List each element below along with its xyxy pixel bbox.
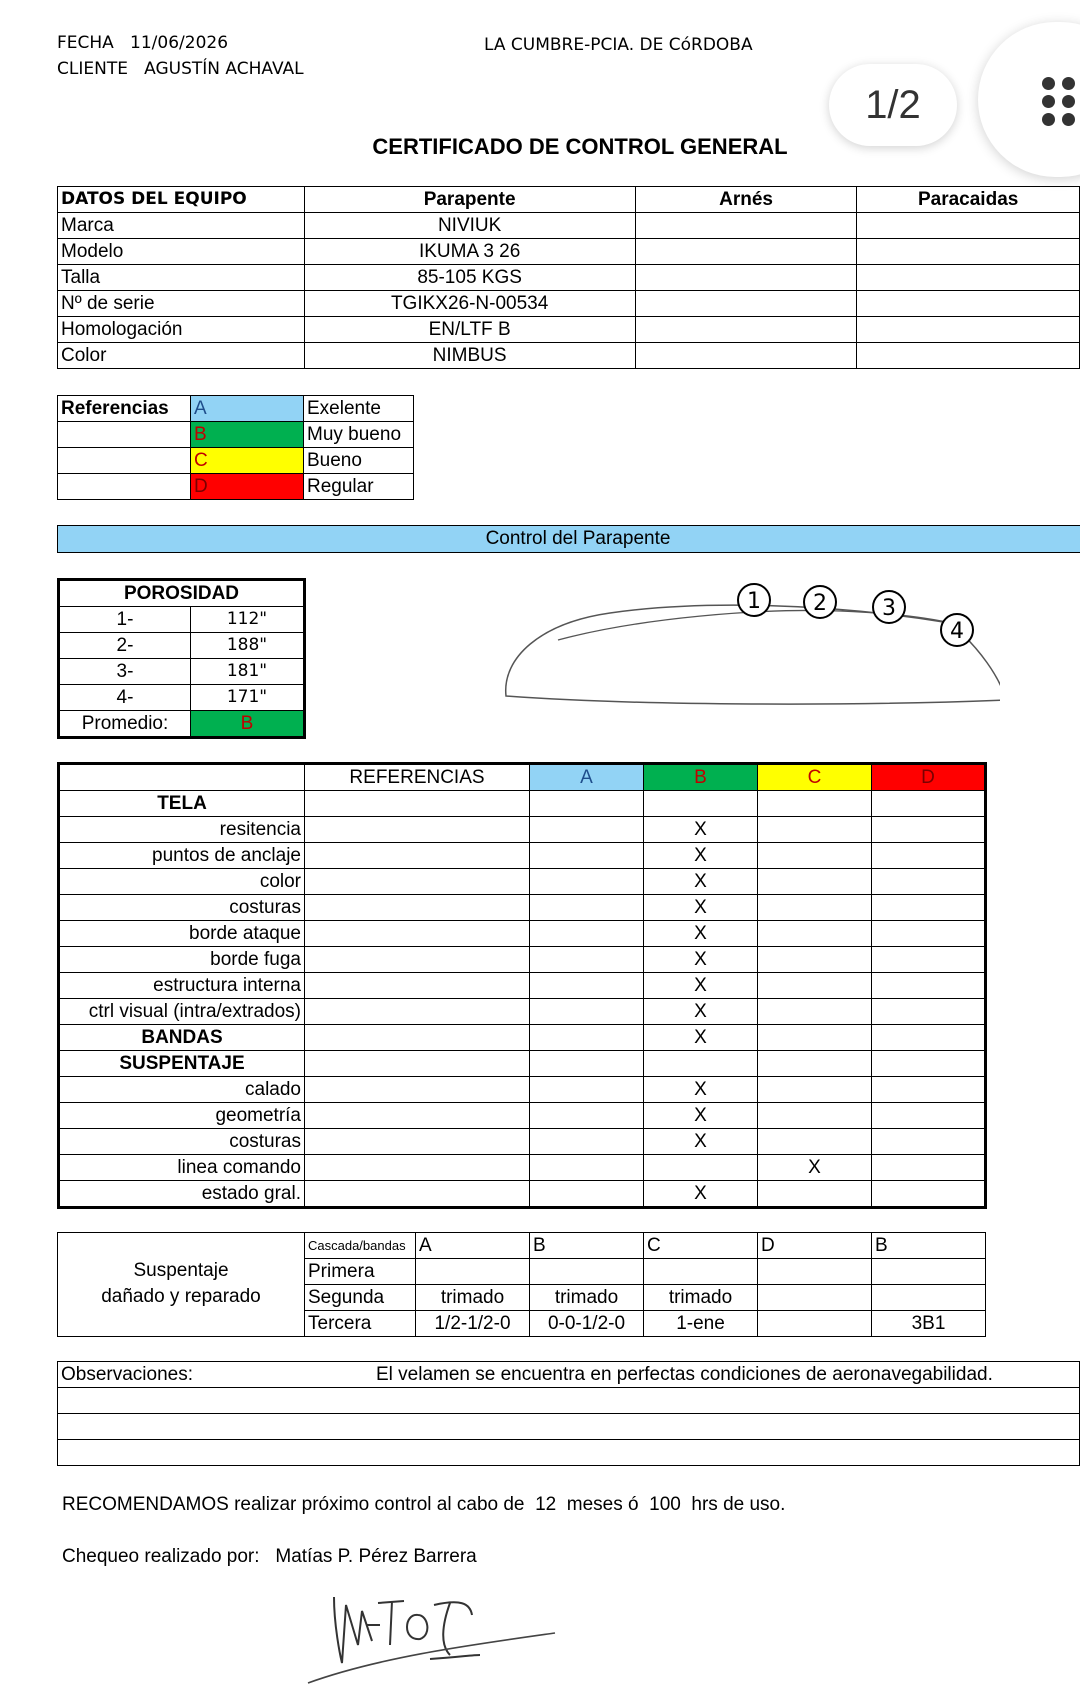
inspection-item-label: linea comando xyxy=(59,1155,305,1181)
legend-row xyxy=(58,474,414,500)
observations-blank xyxy=(58,1440,1080,1466)
recommendation-months: 12 xyxy=(535,1494,557,1515)
location: LA CUMBRE-PCIA. DE CóRDOBA xyxy=(484,35,753,55)
repair-cell xyxy=(644,1259,758,1285)
observations-blank-row xyxy=(58,1414,1080,1440)
grade-cell xyxy=(530,1129,644,1155)
legend-row xyxy=(58,448,414,474)
ref-label-b: Muy bueno xyxy=(304,422,414,448)
recommendation-middle: meses ó xyxy=(566,1494,639,1515)
porosity-point: 4- xyxy=(59,685,191,711)
grade-cell xyxy=(758,817,872,843)
equipment-parapente-value: EN/LTF B xyxy=(304,317,635,343)
equipment-row-label: Modelo xyxy=(58,239,305,265)
grade-mark: X xyxy=(644,973,758,999)
client-value: AGUSTÍN ACHAVAL xyxy=(144,59,304,79)
inspection-header-empty xyxy=(59,764,305,791)
repair-row-label: Primera xyxy=(305,1259,416,1285)
inspection-ref-cell xyxy=(305,1181,530,1208)
wing-marker-1 xyxy=(738,584,770,616)
inspection-ref-label: REFERENCIAS xyxy=(305,764,530,791)
equipment-row-label: Talla xyxy=(58,265,305,291)
grade-mark: X xyxy=(644,1129,758,1155)
table-row xyxy=(59,843,986,869)
inspection-item-label: color xyxy=(59,869,305,895)
grade-mark: X xyxy=(644,999,758,1025)
equipment-paracaidas-value xyxy=(857,317,1080,343)
svg-text:2: 2 xyxy=(813,591,827,616)
references-legend xyxy=(57,395,414,500)
table-row xyxy=(58,291,1080,317)
table-row xyxy=(59,1181,986,1208)
observations-table xyxy=(57,1361,1080,1466)
grade-cell xyxy=(872,1155,986,1181)
grade-mark: X xyxy=(644,947,758,973)
recommendation-hours: 100 xyxy=(649,1494,681,1515)
grade-mark: X xyxy=(644,869,758,895)
grade-mark: X xyxy=(644,843,758,869)
table-row xyxy=(59,1155,986,1181)
repair-col-d: D xyxy=(758,1233,872,1259)
table-row xyxy=(59,791,986,817)
grade-mark: X xyxy=(644,1181,758,1208)
suspentaje-repair-label xyxy=(57,1232,304,1337)
inspection-section-label: SUSPENTAJE xyxy=(59,1051,305,1077)
wing-marker-2 xyxy=(804,586,836,618)
inspection-item-label: estructura interna xyxy=(59,973,305,999)
inspection-item-label: geometría xyxy=(59,1103,305,1129)
table-row xyxy=(59,607,305,633)
inspection-ref-cell xyxy=(305,999,530,1025)
porosity-average-row xyxy=(59,711,305,738)
equipment-paracaidas-value xyxy=(857,239,1080,265)
table-row xyxy=(59,1103,986,1129)
grade-cell xyxy=(872,1103,986,1129)
porosity-point: 2- xyxy=(59,633,191,659)
ref-label-d: Regular xyxy=(304,474,414,500)
equipment-header-datos: DATOS DEL EQUIPO xyxy=(58,187,305,213)
observations-label: Observaciones: xyxy=(61,1364,194,1385)
recommendation-prefix: RECOMENDAMOS realizar próximo control al cabo de xyxy=(62,1494,525,1515)
recommendation xyxy=(62,1494,785,1516)
repair-cell xyxy=(872,1285,986,1311)
repair-cell xyxy=(872,1259,986,1285)
grade-cell xyxy=(530,1155,644,1181)
signature xyxy=(300,1575,560,1686)
observations-blank xyxy=(58,1414,1080,1440)
ref-code-d: D xyxy=(191,474,304,500)
inspection-ref-cell xyxy=(305,843,530,869)
suspentaje-label-line1: Suspentaje xyxy=(133,1260,229,1281)
legend-empty-cell xyxy=(58,422,191,448)
ref-code-c: C xyxy=(191,448,304,474)
grade-cell xyxy=(872,791,986,817)
repair-col-b: B xyxy=(530,1233,644,1259)
inspection-item-label: ctrl visual (intra/extrados) xyxy=(59,999,305,1025)
inspection-ref-cell xyxy=(305,947,530,973)
legend-empty-cell xyxy=(58,474,191,500)
table-row xyxy=(305,1285,986,1311)
grade-cell xyxy=(758,791,872,817)
observations-cell xyxy=(58,1362,1080,1388)
grade-cell xyxy=(530,817,644,843)
grade-mark: X xyxy=(644,817,758,843)
inspection-ref-cell xyxy=(305,1077,530,1103)
inspection-ref-cell xyxy=(305,1051,530,1077)
page-indicator[interactable]: 1/2 xyxy=(829,64,957,146)
grade-cell xyxy=(872,817,986,843)
grade-cell xyxy=(530,895,644,921)
table-row xyxy=(59,869,986,895)
grade-cell xyxy=(758,947,872,973)
control-banner: Control del Parapente xyxy=(57,525,1080,553)
repair-cell xyxy=(758,1311,872,1337)
client-label: CLIENTE xyxy=(57,59,128,79)
grade-cell xyxy=(530,869,644,895)
document-title: CERTIFICADO DE CONTROL GENERAL xyxy=(372,134,788,159)
equipment-paracaidas-value xyxy=(857,213,1080,239)
ref-code-a: A xyxy=(191,396,304,422)
grade-cell xyxy=(758,895,872,921)
table-row xyxy=(59,685,305,711)
observations-row xyxy=(58,1362,1080,1388)
table-row xyxy=(59,1077,986,1103)
grade-cell xyxy=(530,1103,644,1129)
equipment-paracaidas-value xyxy=(857,265,1080,291)
grade-cell xyxy=(872,947,986,973)
inspection-ref-cell xyxy=(305,791,530,817)
checked-by-name: Matías P. Pérez Barrera xyxy=(275,1546,477,1567)
porosity-average-label: Promedio: xyxy=(59,711,191,738)
inspection-item-label: resitencia xyxy=(59,817,305,843)
inspection-item-label: borde ataque xyxy=(59,921,305,947)
porosity-title: POROSIDAD xyxy=(59,580,305,607)
grade-cell xyxy=(872,999,986,1025)
observations-text: El velamen se encuentra en perfectas condiciones de aeronavegabilidad. xyxy=(376,1364,993,1385)
porosity-point: 1- xyxy=(59,607,191,633)
grade-cell xyxy=(530,947,644,973)
porosity-point: 3- xyxy=(59,659,191,685)
repair-cell: 0-0-1/2-0 xyxy=(530,1311,644,1337)
equipment-row-label: Marca xyxy=(58,213,305,239)
grade-cell xyxy=(758,843,872,869)
suspentaje-repair-table xyxy=(304,1232,986,1337)
inspection-ref-cell xyxy=(305,1103,530,1129)
observations-blank xyxy=(58,1388,1080,1414)
grade-cell xyxy=(758,1077,872,1103)
ref-label-a: Exelente xyxy=(304,396,414,422)
equipment-arnes-value xyxy=(635,239,857,265)
repair-header-label: Cascada/bandas xyxy=(305,1233,416,1259)
svg-text:1: 1 xyxy=(747,589,761,614)
observations-blank-row xyxy=(58,1388,1080,1414)
equipment-row-label: Color xyxy=(58,343,305,369)
grade-cell xyxy=(758,1103,872,1129)
inspection-item-label: borde fuga xyxy=(59,947,305,973)
repair-cell xyxy=(758,1285,872,1311)
porosity-value: 112" xyxy=(191,607,305,633)
ref-code-b: B xyxy=(191,422,304,448)
equipment-row-label: Homologación xyxy=(58,317,305,343)
grade-cell xyxy=(530,999,644,1025)
porosity-value: 188" xyxy=(191,633,305,659)
repair-cell: trimado xyxy=(644,1285,758,1311)
table-row xyxy=(59,947,986,973)
equipment-parapente-value: IKUMA 3 26 xyxy=(304,239,635,265)
table-row xyxy=(58,343,1080,369)
grade-cell xyxy=(530,1077,644,1103)
equipment-arnes-value xyxy=(635,213,857,239)
grade-cell xyxy=(758,921,872,947)
ref-label-c: Bueno xyxy=(304,448,414,474)
inspection-item-label: puntos de anclaje xyxy=(59,843,305,869)
grade-cell xyxy=(758,999,872,1025)
table-row xyxy=(59,921,986,947)
grade-mark: X xyxy=(644,895,758,921)
grade-cell xyxy=(872,895,986,921)
repair-cell: 1/2-1/2-0 xyxy=(416,1311,530,1337)
grade-cell xyxy=(872,869,986,895)
grade-cell xyxy=(758,973,872,999)
inspection-item-label: costuras xyxy=(59,895,305,921)
porosity-title-row xyxy=(59,580,305,607)
repair-col-a: A xyxy=(416,1233,530,1259)
inspection-ref-cell xyxy=(305,1129,530,1155)
repair-row-label: Segunda xyxy=(305,1285,416,1311)
inspection-section-label: BANDAS xyxy=(59,1025,305,1051)
inspection-item-label: estado gral. xyxy=(59,1181,305,1208)
grade-mark: X xyxy=(644,1025,758,1051)
repair-cell xyxy=(530,1259,644,1285)
table-row xyxy=(59,817,986,843)
grade-cell xyxy=(530,921,644,947)
inspection-item-label: calado xyxy=(59,1077,305,1103)
grade-cell xyxy=(758,1129,872,1155)
grade-cell xyxy=(758,1051,872,1077)
table-row xyxy=(59,999,986,1025)
repair-cell: 1-ene xyxy=(644,1311,758,1337)
grade-header-c: C xyxy=(758,764,872,791)
equipment-table xyxy=(57,186,1080,369)
equipment-header-row xyxy=(58,187,1080,213)
grade-cell xyxy=(530,1051,644,1077)
inspection-ref-cell xyxy=(305,869,530,895)
grade-header-a: A xyxy=(530,764,644,791)
wing-outline xyxy=(506,605,1000,704)
grade-mark: X xyxy=(644,1103,758,1129)
date-line xyxy=(57,33,228,53)
observations-blank-row xyxy=(58,1440,1080,1466)
grade-cell xyxy=(758,869,872,895)
legend-empty-cell xyxy=(58,448,191,474)
svg-text:3: 3 xyxy=(882,596,896,621)
repair-col-c: C xyxy=(644,1233,758,1259)
legend-row xyxy=(58,422,414,448)
grade-mark: X xyxy=(758,1155,872,1181)
porosity-average-value: B xyxy=(191,711,305,738)
equipment-parapente-value: NIMBUS xyxy=(304,343,635,369)
repair-cell: 3B1 xyxy=(872,1311,986,1337)
grade-header-d: D xyxy=(872,764,986,791)
table-row xyxy=(59,1025,986,1051)
checked-by-label: Chequeo realizado por: xyxy=(62,1546,260,1567)
client-line xyxy=(57,59,304,79)
equipment-parapente-value: NIVIUK xyxy=(304,213,635,239)
grade-cell xyxy=(644,791,758,817)
repair-cell: trimado xyxy=(530,1285,644,1311)
recommendation-suffix: hrs de uso. xyxy=(691,1494,786,1515)
date-value: 11/06/2026 xyxy=(130,33,229,53)
equipment-paracaidas-value xyxy=(857,343,1080,369)
inspection-section-label: TELA xyxy=(59,791,305,817)
grade-cell xyxy=(758,1025,872,1051)
table-row xyxy=(305,1311,986,1337)
grade-cell xyxy=(872,921,986,947)
table-row xyxy=(59,633,305,659)
inspection-ref-cell xyxy=(305,817,530,843)
svg-text:4: 4 xyxy=(950,619,964,644)
table-row xyxy=(58,317,1080,343)
equipment-arnes-value xyxy=(635,317,857,343)
equipment-header-parapente: Parapente xyxy=(304,187,635,213)
table-row xyxy=(59,895,986,921)
equipment-row-label: Nº de serie xyxy=(58,291,305,317)
grade-cell xyxy=(872,1129,986,1155)
equipment-parapente-value: TGIKX26-N-00534 xyxy=(304,291,635,317)
legend-row xyxy=(58,396,414,422)
porosity-value: 181" xyxy=(191,659,305,685)
inspection-item-label: costuras xyxy=(59,1129,305,1155)
repair-row-label: Tercera xyxy=(305,1311,416,1337)
suspentaje-label-line2: dañado y reparado xyxy=(101,1286,261,1307)
grade-cell xyxy=(530,973,644,999)
grade-mark: X xyxy=(644,1077,758,1103)
equipment-header-arnes: Arnés xyxy=(635,187,857,213)
grade-cell xyxy=(758,1181,872,1208)
table-row xyxy=(59,1129,986,1155)
grade-cell xyxy=(872,1025,986,1051)
repair-col-b2: B xyxy=(872,1233,986,1259)
grade-cell xyxy=(872,1077,986,1103)
date-label: FECHA xyxy=(57,33,114,53)
wing-marker-3 xyxy=(873,591,905,623)
repair-cell xyxy=(416,1259,530,1285)
equipment-arnes-value xyxy=(635,291,857,317)
grade-cell xyxy=(872,1181,986,1208)
repair-cell xyxy=(758,1259,872,1285)
inspection-ref-cell xyxy=(305,973,530,999)
table-row xyxy=(58,213,1080,239)
equipment-parapente-value: 85-105 KGS xyxy=(304,265,635,291)
table-row xyxy=(58,239,1080,265)
wing-diagram xyxy=(500,578,1000,713)
inspection-ref-cell xyxy=(305,921,530,947)
inspection-table xyxy=(57,762,987,1209)
grade-mark: X xyxy=(644,921,758,947)
table-row xyxy=(59,659,305,685)
inspection-ref-cell xyxy=(305,1025,530,1051)
grade-header-b: B xyxy=(644,764,758,791)
inspection-ref-cell xyxy=(305,895,530,921)
wing-marker-4 xyxy=(941,614,973,646)
porosity-value: 171" xyxy=(191,685,305,711)
table-row xyxy=(305,1259,986,1285)
grade-cell xyxy=(530,791,644,817)
grade-cell xyxy=(872,973,986,999)
grade-cell xyxy=(872,843,986,869)
repair-cell: trimado xyxy=(416,1285,530,1311)
grade-cell xyxy=(530,843,644,869)
equipment-paracaidas-value xyxy=(857,291,1080,317)
inspection-ref-cell xyxy=(305,1155,530,1181)
grade-cell xyxy=(530,1025,644,1051)
table-row xyxy=(59,1051,986,1077)
grade-cell xyxy=(644,1155,758,1181)
table-row xyxy=(59,973,986,999)
equipment-header-paracaidas: Paracaidas xyxy=(857,187,1080,213)
equipment-arnes-value xyxy=(635,265,857,291)
equipment-arnes-value xyxy=(635,343,857,369)
grade-cell xyxy=(644,1051,758,1077)
grade-cell xyxy=(872,1051,986,1077)
grade-cell xyxy=(530,1181,644,1208)
porosity-table xyxy=(57,578,306,739)
table-row xyxy=(58,265,1080,291)
checked-by xyxy=(62,1546,477,1568)
references-title: Referencias xyxy=(58,396,191,422)
inspection-header-row xyxy=(59,764,986,791)
repair-header-row xyxy=(305,1233,986,1259)
